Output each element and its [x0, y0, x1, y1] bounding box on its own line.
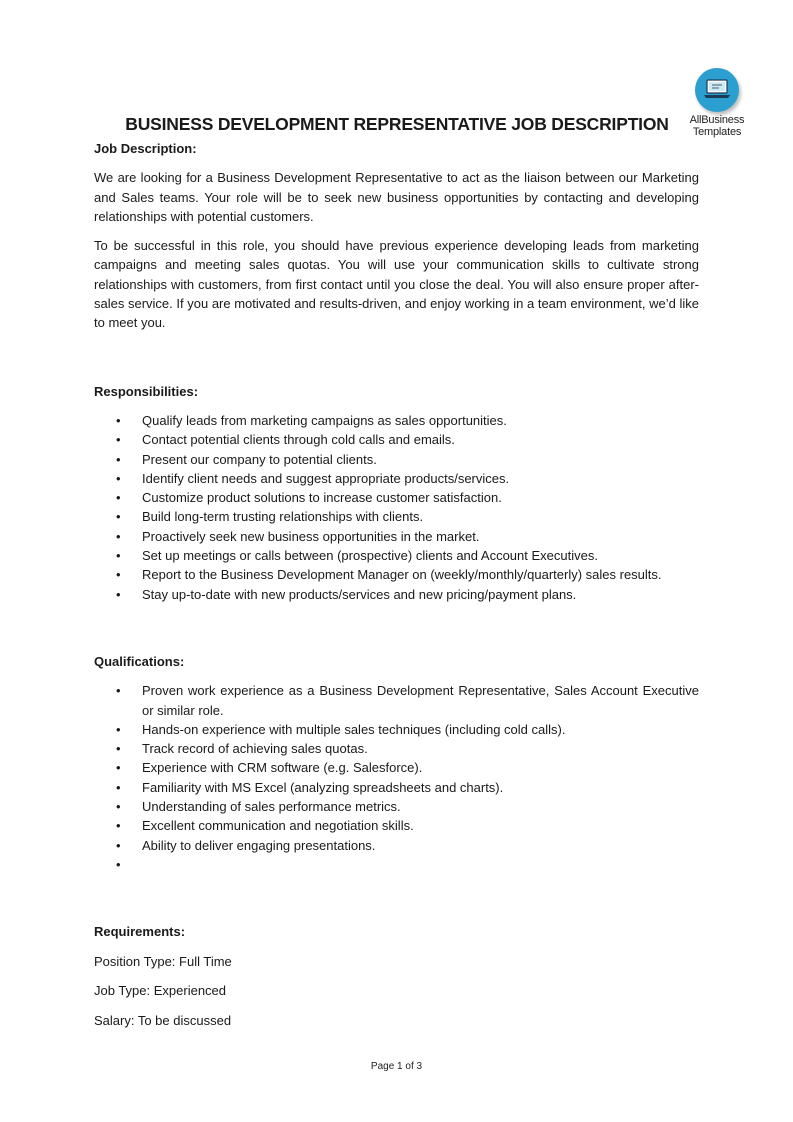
document-body [94, 139, 699, 1041]
list-item: • Contact potential clients through cold calls and emails. [94, 430, 699, 449]
job-type: Job Type: Experienced [94, 983, 227, 999]
requirements-heading: Requirements: [94, 924, 186, 940]
brand-name-line2: Templates [692, 126, 742, 138]
list-item: • Familiarity with MS Excel (analyzing spreadsheets and charts). [94, 778, 699, 797]
responsibilities-heading: Responsibilities: [94, 383, 199, 399]
list-item: • Identify client needs and suggest appropriate products/services. [94, 469, 699, 488]
section-gap [94, 604, 699, 652]
page-number: Page 1 of 3 [370, 1061, 423, 1072]
list-item: • Experience with CRM software (e.g. Salesforce). [94, 758, 699, 777]
salary: Salary: To be discussed [94, 1013, 232, 1029]
list-item: • Stay up-to-date with new products/services and new pricing/payment plans. [94, 585, 699, 604]
list-item: • Track record of achieving sales quotas. [94, 739, 699, 758]
list-item: • Hands-on experience with multiple sales techniques (including cold calls). [94, 720, 699, 739]
section-gap [94, 343, 699, 382]
logo-badge [695, 68, 739, 112]
job-description-heading: Job Description: [94, 141, 197, 156]
list-item: • Present our company to potential clients. [94, 450, 699, 469]
list-item: • Set up meetings or calls between (prospective) clients and Account Executives. [94, 546, 699, 565]
position-type: Position Type: Full Time [94, 953, 232, 969]
list-item: • Build long-term trusting relationships with clients. [94, 507, 699, 526]
list-item: • Excellent communication and negotiation skills. [94, 816, 699, 835]
laptop-icon [703, 78, 731, 100]
list-item-empty [94, 855, 699, 874]
list-item: • Report to the Business Development Manager on (weekly/monthly/quarterly) sales results. [94, 565, 699, 584]
list-item: • Proactively seek new business opportunities in the market. [94, 527, 699, 546]
brand-name-line1: AllBusiness [689, 114, 745, 126]
list-item: • Understanding of sales performance metrics. [94, 797, 699, 816]
responsibilities-list [94, 411, 699, 604]
job-description-paragraph: To be successful in this role, you should have previous experience developing leads from marketing campaigns and meeting sales quotas. You will use your communication skills to cultivate strong relationships with customers, from first contact until you close the deal. You will also ensure proper after-sales service. If you are motivated and results-driven, and enjoy working in a team environment, we’d like to meet you. [94, 238, 699, 331]
qualifications-heading: Qualifications: [94, 653, 185, 669]
qualifications-list [94, 681, 699, 874]
document-title: BUSINESS DEVELOPMENT REPRESENTATIVE JOB DESCRIPTION [125, 114, 669, 134]
list-item: • Proven work experience as a Business Development Representative, Sales Account Executive or similar role. [94, 681, 699, 720]
list-item: • Qualify leads from marketing campaigns as sales opportunities. [94, 411, 699, 430]
list-item: • Ability to deliver engaging presentations. [94, 836, 699, 855]
section-gap [94, 874, 699, 922]
job-description-paragraph: We are looking for a Business Development Representative to act as the liaison between our Marketing and Sales teams. Your role will be to seek new business opportunities by contacting and developing relationships with potential customers. [94, 170, 699, 224]
list-item: • Customize product solutions to increase customer satisfaction. [94, 488, 699, 507]
